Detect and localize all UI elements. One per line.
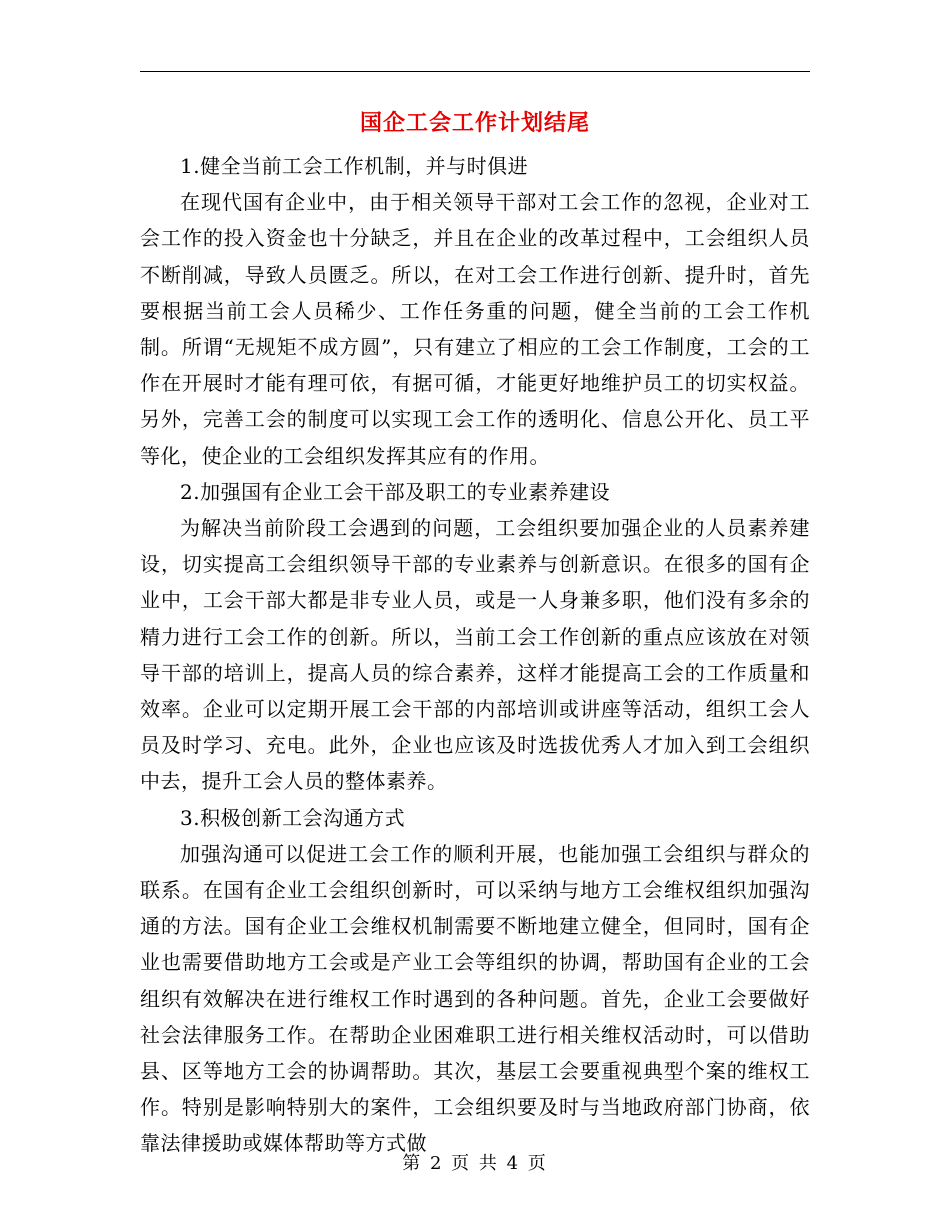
section-1-heading: 1.健全当前工会工作机制，并与时俱进 [180,154,529,178]
document-title: 国企工会工作计划结尾 [359,110,590,136]
section-3-paragraph: 加强沟通可以促进工会工作的顺利开展，也能加强工会组织与群众的联系。在国有企业工会组织创新时，可以采纳与地方工会维权组织加强沟通的方法。国有企业工会维权机制需要不断地建立健全，但同时，国有企业也需要借助地方工会或是产业工会等组织的协调，帮助国有企业的工会组织有效解决在进行维权工作时遇到的各种问题。首先，企业工会要做好社会法律服务工作。在帮助企业困难职工进行相关维权活动时，可以借助县、区等地方工会的协调帮助。其次，基层工会要重视典型个案的维权工作。特别是影响特别大的案件，工会组织要及时与当地政府部门协商，依靠法律援助或媒体帮助等方式做 [140,841,810,1156]
page-number-footer: 第 2 页 共 4 页 [402,1153,548,1174]
section-1-paragraph: 在现代国有企业中，由于相关领导干部对工会工作的忽视，企业对工会工作的投入资金也十分缺乏，并且在企业的改革过程中，工会组织人员不断削减，导致人员匮乏。所以，在对工会工作进行创新、提升时，首先要根据当前工会人员稀少、工作任务重的问题，健全当前的工会工作机制。所谓“无规矩不成方圆”，只有建立了相应的工会工作制度，工会的工作在开展时才能有理可依，有据可循，才能更好地维护员工的切实权益。另外，完善工会的制度可以实现工会工作的透明化、信息公开化、员工平等化，使企业的工会组织发挥其应有的作用。 [140,190,810,468]
document-body [140,148,810,1162]
header-rule [140,71,810,72]
section-2-paragraph: 为解决当前阶段工会遇到的问题，工会组织要加强企业的人员素养建设，切实提高工会组织领导干部的专业素养与创新意识。在很多的国有企业中，工会干部大都是非专业人员，或是一人身兼多职，他们没有多余的精力进行工会工作的创新。所以，当前工会工作创新的重点应该放在对领导干部的培训上，提高人员的综合素养，这样才能提高工会的工作质量和效率。企业可以定期开展工会干部的内部培训或讲座等活动，组织工会人员及时学习、充电。此外，企业也应该及时选拔优秀人才加入到工会组织中去，提升工会人员的整体素养。 [140,516,810,794]
section-3-heading: 3.积极创新工会沟通方式 [180,805,406,830]
section-2-heading: 2.加强国有企业工会干部及职工的专业素养建设 [180,479,611,504]
